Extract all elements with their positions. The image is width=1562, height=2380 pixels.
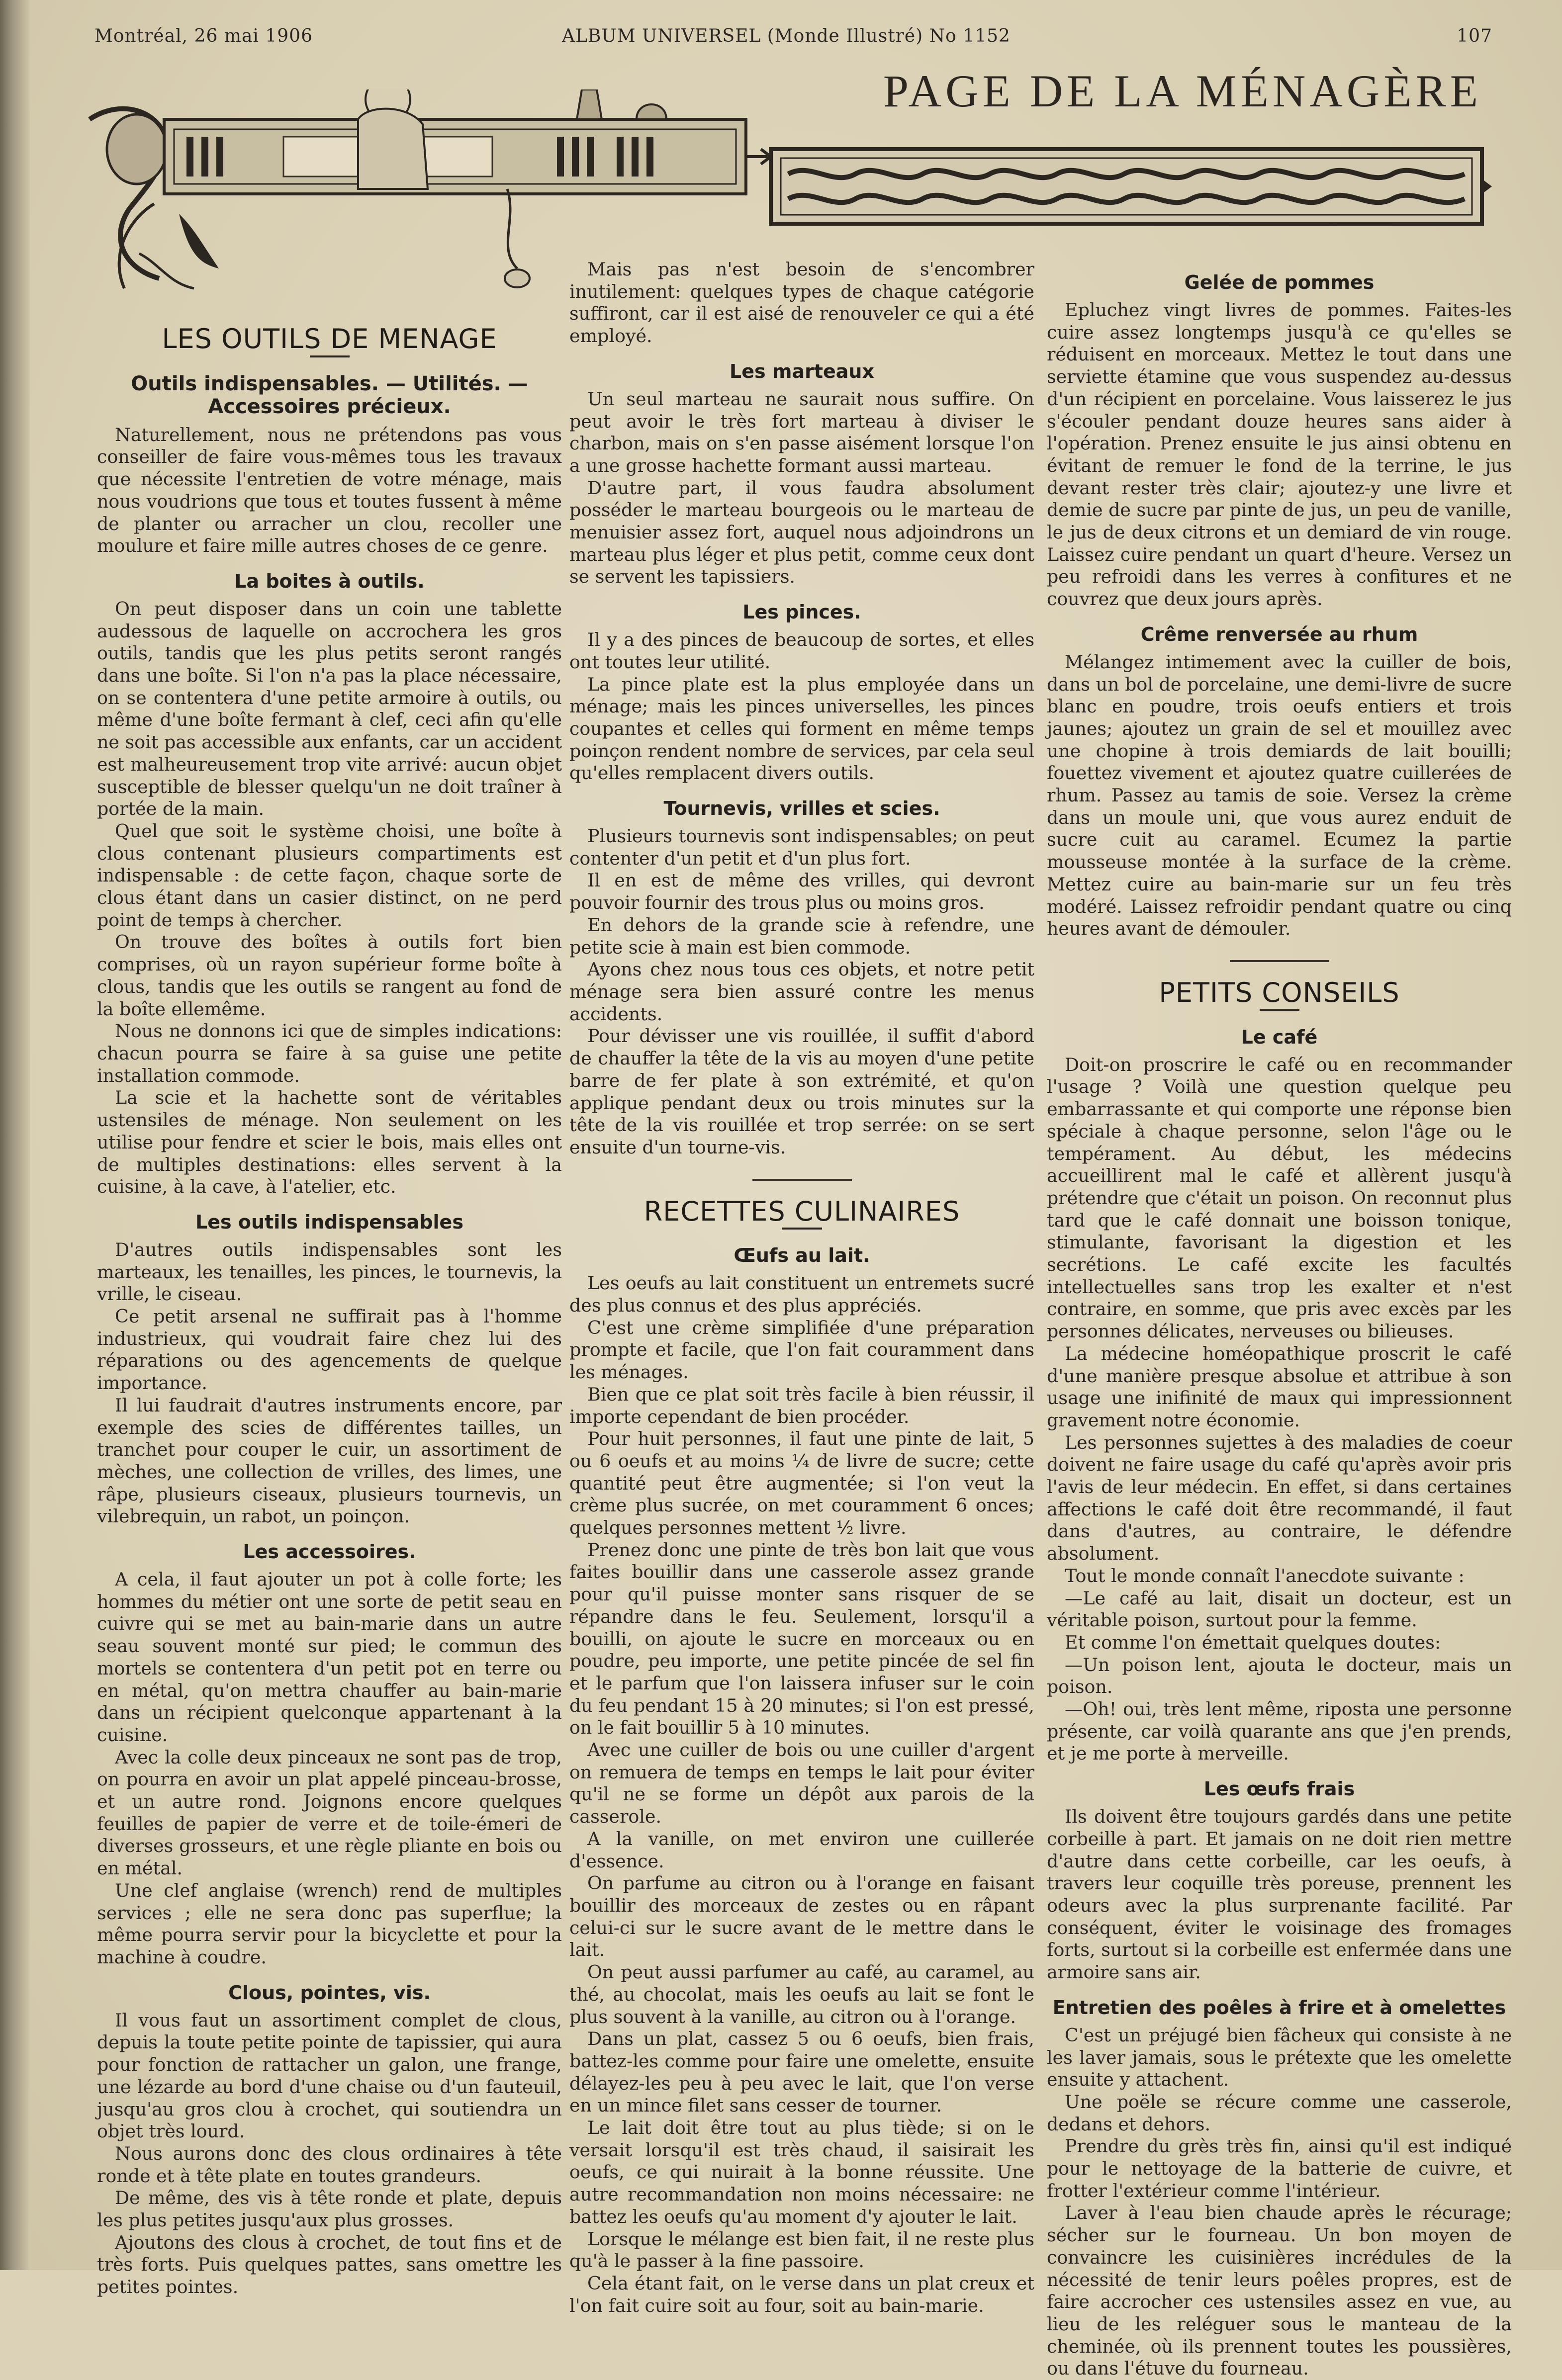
paragraph: La pince plate est la plus employée dans un ménage; mais les pinces universelles, les pinces coupantes et celles qui forment en même temps poinçon rendent nombre de services, par cela seul qu'elles remplacent divers outils. [569,673,1034,784]
title-dash [1260,1009,1299,1011]
paragraph: La scie et la hachette sont de véritables ustensiles de ménage. Non seulement on les utilise pour fendre et scier le bois, mais elles ont de multiples destinations: elles servent à la cuisine, à la cave, à l'atelier, etc. [97,1087,562,1198]
title-dash [310,355,350,357]
paragraph: Pour dévisser une vis rouillée, il suffit d'abord de chauffer la tête de la vis au moyen d'une petite barre de fer plate à son extrémité, et qu'on applique pendant deux ou trois minutes sur la tête de la vis rouillée et trop serrée: on se sert ensuite d'un tourne-vis. [569,1025,1034,1158]
heading-outils-indispensables: Les outils indispensables [195,1211,463,1233]
paragraph: Prendre du grès très fin, ainsi qu'il est indiqué pour le nettoyage de la batterie de cuivre, et frotter l'extérieur comme l'intérieur. [1047,2135,1512,2202]
paragraph: Cela étant fait, on le verse dans un plat creux et l'on fait cuire soit au four, soit au bain-marie. [569,2272,1034,2316]
column-3 [1047,259,1512,2380]
paragraph: Une poële se récure comme une casserole, dedans et dehors. [1047,2091,1512,2135]
paragraph: Une clef anglaise (wrench) rend de multiples services ; elle ne sera donc pas superflue; la même pourra servir pour la bicyclette et pour la machine à coudre. [97,1879,562,1968]
paragraph: Il en est de même des vrilles, qui devront pouvoir fournir des trous plus ou moins gros. [569,870,1034,914]
paragraph: Ce petit arsenal ne suffirait pas à l'homme industrieux, qui voudrait faire chez lui des réparations ou des agencements de quelque importance. [97,1306,562,1394]
running-header [90,26,1492,56]
paragraph: Les oeufs au lait constituent un entremets sucré des plus connus et des plus appréciés. [569,1272,1034,1317]
header-page-number: 107 [1457,26,1492,46]
paragraph: Il lui faudrait d'autres instruments encore, par exemple des scies de différentes tailles, un tranchet pour couper le cuir, un assortiment de mèches, une collection de vrilles, des limes, une râpe, plusieurs ciseaux, plusieurs tournevis, un vilebrequin, un rabot, un poinçon. [97,1394,562,1527]
paragraph: Il vous faut un assortiment complet de clous, depuis la toute petite pointe de tapissier, qui aura pour fonction de rattacher un galon, une frange, une lézarde au bord d'une chaise ou d'un fauteuil, jusqu'au gros clou à crochet, qui soutiendra un objet très lourd. [97,2009,562,2142]
paragraph: Avec une cuiller de bois ou une cuiller d'argent on remuera de temps en temps le lait pour éviter qu'il ne se forme un dépôt aux parois de la casserole. [569,1739,1034,1828]
paragraph: Quel que soit le système choisi, une boîte à clous contenant plusieurs compartiments est indispensable : de cette façon, chaque sorte de clous étant dans un casier distinct, on ne perd point de temps à chercher. [97,820,562,931]
paragraph: Les personnes sujettes à des maladies de coeur doivent ne faire usage du café qu'après avoir pris l'avis de leur médecin. En effet, si dans certaines affections le café doit être recommandé, il faut dans d'autres, au contraire, le défendre absolument. [1047,1431,1512,1565]
heading-oeufs-au-lait: Œufs au lait. [734,1244,870,1267]
paragraph: De même, des vis à tête ronde et plate, depuis les plus petites jusqu'aux plus grosses. [97,2187,562,2231]
paragraph: C'est une crème simplifiée d'une préparation prompte et facile, que l'on fait couramment dans les ménages. [569,1317,1034,1383]
paragraph: Naturellement, nous ne prétendons pas vous conseiller de faire vous-mêmes tous les travaux que nécessite l'entretien de votre ménage, mais nous voudrions que tous et toutes fussent à même de planter ou arracher un clou, recoller une moulure et faire mille autres choses de ce genre. [97,424,562,557]
paragraph: Laver à l'eau bien chaude après le récurage; sécher sur le fourneau. Un bon moyen de convaincre les cuisinières incrédules de la nécessité de tenir leurs poêles propres, est de faire accrocher ces ustensiles assez en vue, au lieu de les reléguer sous le manteau de la cheminée, où ils prennent toutes les poussières, ou dans l'étuve du fourneau. [1047,2202,1512,2380]
paragraph: Nous ne donnons ici que de simples indications: chacun pourra se faire à sa guise une petite installation commode. [97,1020,562,1086]
heading-gelee-de-pommes: Gelée de pommes [1184,271,1375,293]
paragraph: Tout le monde connaît l'anecdote suivante : [1065,1565,1465,1587]
paragraph: Avec la colle deux pinceaux ne sont pas de trop, on pourra en avoir un plat appelé pinceau-brosse, et un autre rond. Joignons encore quelques feuilles de papier de verre et de toile-émeri de diverses grosseurs, et une règle pliante en bois ou en métal. [97,1746,562,1879]
heading-tournevis: Tournevis, vrilles et scies. [663,797,940,820]
paragraph: D'autre part, il vous faudra absolument posséder le marteau bourgeois ou le marteau de menuisier assez fort, auquel nous adjoindrons un marteau plus léger et plus petit, comme ceux dont se servent les tapissiers. [569,477,1034,588]
paragraph: D'autres outils indispensables sont les marteaux, les tenailles, les pinces, le tournevis, la vrille, le ciseau. [97,1238,562,1305]
paragraph: On trouve des boîtes à outils fort bien comprises, où un rayon supérieur forme boîte à clous, tandis que les outils se rangent au fond de la boîte ellemême. [97,931,562,1020]
header-date: Montréal, 26 mai 1906 [94,26,313,46]
heading-marteaux: Les marteaux [730,360,874,382]
section-title-outils: LES OUTILS DE MENAGE [162,323,497,354]
page-banner-title: PAGE DE LA MÉNAGÈRE [883,66,1482,116]
paragraph: C'est un préjugé bien fâcheux qui consiste à ne les laver jamais, sous le prétexte que les omelette ensuite y attachent. [1047,2024,1512,2091]
paragraph: Doit-on proscrire le café ou en recommander l'usage ? Voilà une question quelque peu embarrassante et qui comporte une réponse bien spéciale à chaque personne, selon l'âge ou le tempérament. Au début, les médecins accueillirent mal le café et allèrent jusqu'à prétendre que c'était un poison. On reconnut plus tard que le café donnait une boisson tonique, stimulante, favorisant la digestion et les secrétions. Le café excite les facultés intellectuelles sans trop les exalter et n'est contraire, en somme, que pris avec excès par les personnes délicates, nerveuses ou bilieuses. [1047,1054,1512,1342]
paragraph: Ayons chez nous tous ces objets, et notre petit ménage sera bien assuré contre les menus accidents. [569,959,1034,1025]
heading-clous-pointes-vis: Clous, pointes, vis. [228,1981,431,2004]
paragraph: On peut aussi parfumer au café, au caramel, au thé, au chocolat, mais les oeufs au lait se font le plus souvent à la vanille, au citron ou à l'orange. [569,1961,1034,2027]
section-title-recettes: RECETTES CULINAIRES [643,1195,960,1227]
binding-spine [0,0,30,2270]
paragraph: Ils doivent être toujours gardés dans une petite corbeille à part. Et jamais on ne doit rien mettre d'autre dans cette corbeille, car les oeufs, à travers leur coquille très poreuse, prennent les odeurs avec la plus surprenante facilité. Par conséquent, éviter le voisinage des fromages forts, surtout si la corbeille est enfermée dans une armoire sans air. [1047,1806,1512,1983]
paragraph: La médecine homéopathique proscrit le café d'une manière presque absolue et attribue à son usage une inifinité de maux qui impressionnent gravement notre économie. [1047,1342,1512,1431]
heading-oeufs-frais: Les œufs frais [1203,1778,1355,1800]
paragraph: Dans un plat, cassez 5 ou 6 oeufs, bien frais, battez-les comme pour faire une omelette, ensuite délayez-les peu à peu avec le lait, que l'on verse en un mince filet sans cesser de tourner. [569,2028,1034,2116]
paragraph: Prenez donc une pinte de très bon lait que vous faites bouillir dans une casserole assez grande pour qu'il puisse monter sans risquer de se répandre dans le feu. Seulement, lorsqu'il a bouilli, on ajoute le sucre en morceaux ou en poudre, peu importe, une petite pincée de sel fin et le parfum que l'on laissera infuser sur le coin du feu pendant 15 à 20 minutes; si l'on est pressé, on le fait bouillir 5 à 10 minutes. [569,1539,1034,1739]
heading-pinces: Les pinces. [742,601,861,623]
heading-creme-renversee: Crême renversée au rhum [1140,623,1418,645]
paragraph: Mélangez intimement avec la cuiller de bois, dans un bol de porcelaine, une demi-livre de sucre blanc en poudre, trois oeufs entiers et trois jaunes; ajoutez un grain de sel et mouillez avec une chopine à trois demiards de lait bouilli; fouettez vivement et ajoutez quatre cuillerées de rhum. Passez au tamis de soie. Versez la crème dans un moule uni, que vous aurez enduit de sucre cuit au caramel. Ecumez la partie mousseuse montée à la surface de la crème. Mettez cuire au bain-marie sur un feu très modéré. Laissez refroidir pendant quatre ou cinq heures avant de démouler. [1047,651,1512,940]
paragraph: On peut disposer dans un coin une tablette audessous de laquelle on accrochera les gros outils, tandis que les plus petits seront rangés dans une boîte. Si l'on n'a pas la place nécessaire, on se contentera d'une petite armoire à outils, ou même d'une boîte fermant à clef, ceci afin qu'elle ne soit pas accessible aux enfants, car un accident est malheureusement trop vite arrivé: aucun objet susceptible de blesser quelqu'un ne doit traîner à portée de la main. [97,598,562,820]
paragraph: Plusieurs tournevis sont indispensables; on peut contenter d'un petit et d'un plus fort. [569,825,1034,869]
section-separator [1230,960,1329,962]
paragraph: —Le café au lait, disait un docteur, est un véritable poison, surtout pour la femme. [1047,1587,1512,1631]
paragraph: Et comme l'on émettait quelques doutes: [1065,1631,1441,1653]
paragraph: Lorsque le mélange est bien fait, il ne reste plus qu'à le passer à la fine passoire. [569,2228,1034,2272]
heading-le-cafe: Le café [1241,1026,1318,1048]
paragraph: En dehors de la grande scie à refendre, une petite scie à main est bien commode. [569,914,1034,958]
paragraph: Ajoutons des clous à crochet, de tout fins et de très forts. Puis quelques pattes, sans omettre les petites pointes. [97,2231,562,2298]
paragraph: Pour huit personnes, il faut une pinte de lait, 5 ou 6 oeufs et au moins ¼ de livre de sucre; cette quantité peut être augmentée; si l'on veut la crème plus sucrée, on met couramment 6 onces; quelques personnes mettent ½ livre. [569,1428,1034,1539]
heading-entretien-poeles: Entretien des poêles à frire et à omelettes [1052,1996,1506,2019]
header-publication: ALBUM UNIVERSEL (Monde Illustré) No 1152 [562,26,1011,46]
column-1 [97,318,562,2298]
paragraph: —Oh! oui, très lent même, riposta une personne présente, car voilà quarante ans que j'en prends, et je me porte à merveille. [1047,1698,1512,1764]
paragraph: A la vanille, on met environ une cuillerée d'essence. [569,1828,1034,1872]
paragraph: Mais pas n'est besoin de s'encombrer inutilement: quelques types de chaque catégorie suffiront, car il est aisé de renouveler ce qui a été employé. [569,259,1034,347]
paragraph: Bien que ce plat soit très facile à bien réussir, il importe cependant de bien procéder. [569,1383,1034,1427]
paragraph: A cela, il faut ajouter un pot à colle forte; les hommes du métier ont une sorte de petit seau en cuivre qui se met au bain-marie dans un autre seau souvent monté sur pied; le commun des mortels se contentera d'un petit pot en terre ou en métal, qu'on mettra chauffer au bain-marie dans un récipient quelconque appartenant à la cuisine. [97,1569,562,1746]
paragraph: Nous aurons donc des clous ordinaires à tête ronde et à tête plate en toutes grandeurs. [97,2142,562,2187]
paragraph: Le lait doit être tout au plus tiède; si on le versait lorsqu'il est très chaud, il saisirait les oeufs, ce qui nuirait à la bonne réussite. Une autre recommandation non moins nécessaire: ne battez les oeufs qu'au moment d'y ajouter le lait. [569,2117,1034,2227]
paragraph: On parfume au citron ou à l'orange en faisant bouillir des morceaux de zestes ou en râpant celui-ci sur le sucre avant de le mettre dans le lait. [569,1872,1034,1961]
paragraph: Il y a des pinces de beaucoup de sortes, et elles ont toutes leur utilité. [569,629,1034,673]
column-2 [569,259,1034,2317]
paragraph: Un seul marteau ne saurait nous suffire. On peut avoir le très fort marteau à diviser le charbon, mais on s'en passe aisément lorsque l'on a une grosse hachette formant aussi marteau. [569,388,1034,476]
section-title-petits-conseils: PETITS CONSEILS [1159,976,1400,1008]
heading-accessoires: Les accessoires. [243,1541,416,1563]
section-separator [752,1179,852,1181]
ornamental-rule-band [766,144,1492,229]
heading-boite-a-outils: La boites à outils. [234,570,425,592]
paragraph: Epluchez vingt livres de pommes. Faites-les cuire assez longtemps jusqu'à ce qu'elles se réduisent en morceaux. Mettez le tout dans une serviette étamine que vous suspendez au-dessus d'un récipient en porcelaine. Vous laisserez le jus s'écouler pendant douze heures sans aider à l'opération. Prenez ensuite le jus ainsi obtenu en évitant de remuer le fond de la terrine, le jus devant rester très clair; ajoutez-y une livre et demie de sucre par pinte de jus, un peu de vanille, le jus de deux citrons et un demiard de vin rouge. Laissez cuire pendant un quart d'heure. Versez un peu refroidi dans les verres à confitures et ne couvrez que deux jours après. [1047,299,1512,610]
article-subtitle: Outils indispensables. — Utilités. — Accessoires précieux. [131,372,528,418]
paragraph: —Un poison lent, ajouta le docteur, mais un poison. [1047,1654,1512,1698]
title-dash [782,1228,822,1230]
